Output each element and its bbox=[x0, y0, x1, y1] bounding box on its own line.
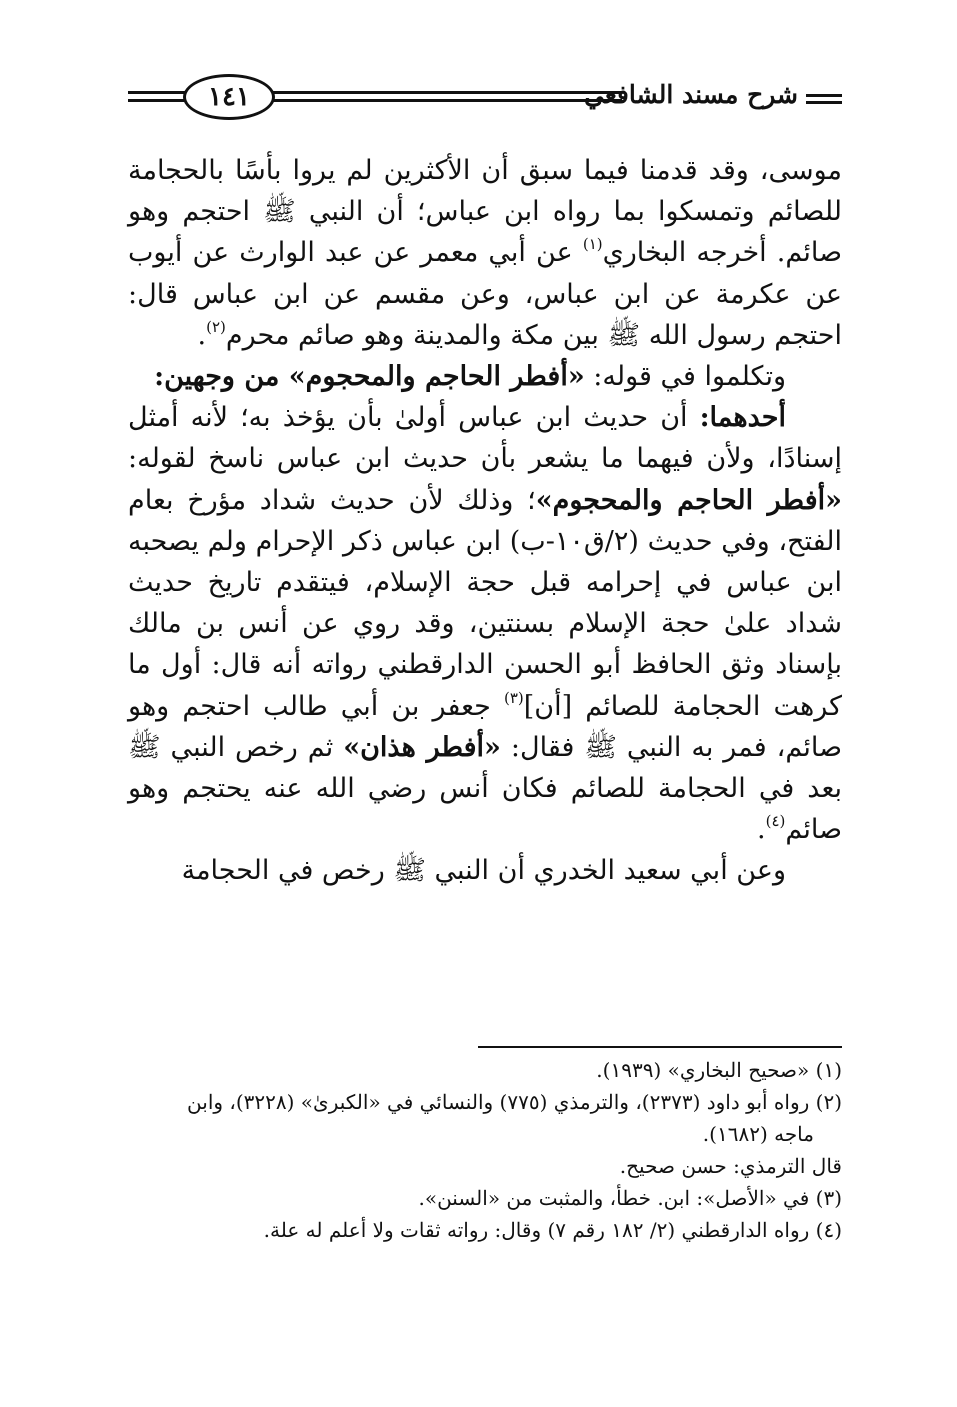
book-title bbox=[584, 80, 798, 109]
footnote-ref-4: (٤) bbox=[765, 812, 786, 831]
footnote-2-note: قال الترمذي: حسن صحيح. bbox=[619, 1154, 842, 1178]
main-text bbox=[128, 150, 842, 892]
footnote-1: (١) «صحيح البخاري» (١٩٣٩). bbox=[596, 1058, 842, 1082]
point-heading: أحدهما: bbox=[699, 402, 786, 434]
footnote-4: (٤) رواه الدارقطني (٢/ ١٨٢ رقم ٧) وقال: رواته ثقات ولا أعلم له علة. bbox=[263, 1218, 842, 1242]
footnote-2: (٢) رواه أبو داود (٢٣٧٣)، والترمذي (٧٧٥) والنسائي في «الكبرىٰ» (٣٢٢٨)، وابن bbox=[187, 1090, 842, 1114]
hadith-quote: «أفطر الحاجم والمحجوم» من وجهين: bbox=[154, 361, 585, 393]
footnote-ref-3: (٣) bbox=[503, 688, 524, 707]
footnote-ref-2: (٢) bbox=[206, 317, 226, 336]
footnotes bbox=[128, 1054, 842, 1246]
footnote-separator bbox=[478, 1046, 842, 1048]
hadith-quote-2: «أفطر الحاجم والمحجوم» bbox=[535, 484, 842, 516]
footnote-3: (٣) في «الأصل»: ابن. خطأ، والمثبت من «السنن». bbox=[418, 1186, 842, 1210]
book-title-text: شرح مسند الشافعي bbox=[584, 80, 798, 109]
footnote-2-continued: ماجه (١٦٨٢). bbox=[702, 1122, 814, 1146]
header-rule-right bbox=[268, 91, 622, 94]
page-number-text: ١٤١ bbox=[208, 82, 250, 112]
paragraph-2: وتكلموا في قوله: «أفطر الحاجم والمحجوم» من وجهين: bbox=[154, 361, 786, 393]
footnote-ref-1: (١) bbox=[582, 235, 603, 254]
paragraph-3: أحدهما: أن حديث ابن عباس أولىٰ بأن يؤخذ به؛ لأنه أمثل إسنادًا، ولأن فيهما ما يشعر بأن حديث ابن عباس ناسخ لقوله: «أفطر الحاجم والمحجوم»؛ وذلك لأن حديث شداد مؤرخ بعام الفتح، وفي حديث (٢/ق١٠-ب) ابن عباس ذكر الإحرام ولم يصحبه ابن عباس في إحرامه قبل حجة الإسلام، فيتقدم تاريخ حديث شداد علىٰ حجة الإسلام بسنتين، وقد روي عن أنس بن مالك بإسناد وثق الحافظ أبو الحسن الدارقطني رواته أنه قال: أول ما كرهت الحجامة للصائم [أن]$^{(٣)}$ جعفر بن أبي طالب احتجم وهو صائم، فمر به النبي ﷺ فقال: «أفطر هذان» ثم رخص النبي ﷺ بعد في الحجامة للصائم فكان أنس رضي الله عنه يحتجم وهو صائم$^{(٤)}$. bbox=[128, 402, 843, 846]
hadith-quote-3: «أفطر هذان» bbox=[343, 731, 501, 763]
paragraph-1: موسى، وقد قدمنا فيما سبق أن الأكثرين لم يروا بأسًا بالحجامة للصائم وتمسكوا بما رواه ابن عباس؛ أن النبي ﷺ احتجم وهو صائم. أخرجه البخاري$^{(١)}$ عن أبي معمر عن عبد الوارث عن أيوب عن عكرمة عن ابن عباس، وعن مقسم عن ابن عباس قال: احتجم رسول الله ﷺ بين مكة والمدينة وهو صائم محرم$^{(٢)}$. bbox=[128, 155, 843, 351]
page-number bbox=[183, 74, 275, 120]
header-rule-left-lower bbox=[128, 99, 188, 102]
title-ornament bbox=[806, 94, 842, 108]
running-header bbox=[128, 72, 842, 124]
paragraph-4: وعن أبي سعيد الخدري أن النبي ﷺ رخص في الحجامة bbox=[181, 855, 786, 887]
header-rule-right-lower bbox=[268, 99, 622, 102]
header-rule-left bbox=[128, 91, 188, 94]
